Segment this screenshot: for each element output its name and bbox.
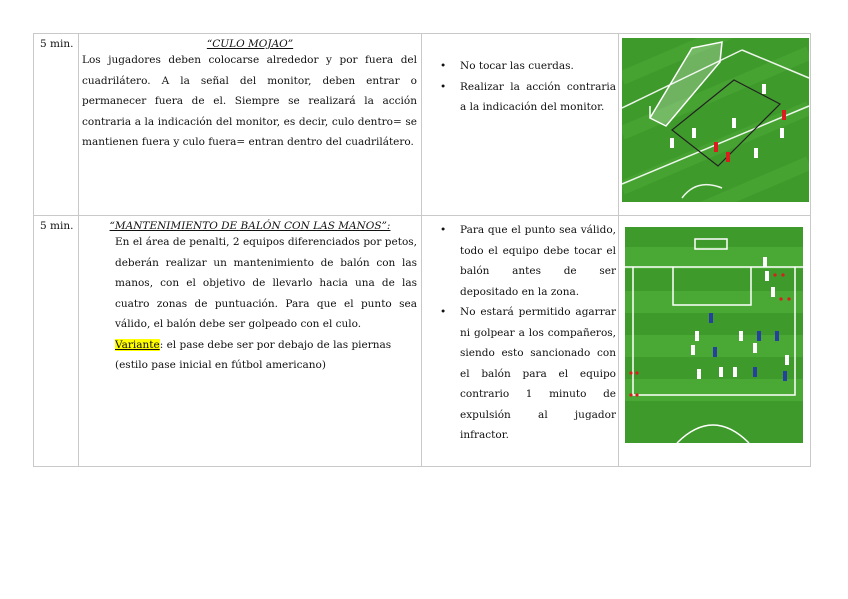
exercise-description: Los jugadores deben colocarse alrededor y por fuera del cuadrilátero. A la señal del monitor, deben entrar o permanecer fuera de el. Siempre se realizará la acción contraria a la indicación del monitor, es decir, culo dentro= se mantienen fuera y culo fuera= entran dentro del cuadrilátero. — [82, 54, 417, 148]
duration: 5 min. — [40, 38, 74, 50]
variant-label: Variante — [115, 338, 160, 351]
description-cell — [79, 34, 422, 216]
rule-text: No tocar las cuerdas. — [460, 60, 574, 72]
exercise-description: En el área de penalti, 2 equipos diferenciados por petos, deberán realizar un mantenimiento de balón con las manos, con el objetivo de llevarlo hacia una de las cuatro zonas de puntuación. Para que el punto sea válido, el balón debe ser golpeado con el culo. — [115, 236, 417, 330]
exercise-title: “CULO MOJAO” — [206, 38, 294, 50]
time-cell — [34, 216, 79, 467]
rule-text: Para que el punto sea válido, todo el equipo debe tocar el balón antes de ser depositado en la zona. — [460, 224, 616, 298]
time-cell — [34, 34, 79, 216]
image-cell — [619, 216, 811, 467]
exercise-title: “MANTENIMIENTO DE BALÓN CON LAS MANOS”: — [109, 220, 391, 232]
variant-line — [79, 335, 421, 376]
soccer-drill-square-diagram — [622, 38, 809, 202]
bullet: • — [440, 306, 447, 318]
table-row — [34, 216, 811, 467]
rule-text: No estará permitido agarrar ni golpear a los compañeros, siendo esto sancionado con el balón para el equipo contrario 1 minuto de expulsión al jugador infractor. — [460, 306, 616, 441]
list-item — [422, 302, 618, 446]
description-cell — [79, 216, 422, 467]
rule-text: Realizar la acción contraria a la indicación del monitor. — [460, 80, 616, 113]
image-cell — [619, 34, 811, 216]
rules-list — [422, 56, 618, 118]
soccer-drill-penalty-area-diagram — [625, 227, 803, 443]
rules-cell — [422, 34, 619, 216]
rules-list — [422, 220, 618, 446]
list-item — [422, 56, 618, 77]
list-item — [422, 77, 618, 118]
bullet: • — [440, 80, 447, 93]
duration: 5 min. — [40, 220, 74, 232]
rules-cell — [422, 216, 619, 467]
bullet: • — [440, 60, 447, 72]
session-table — [33, 33, 811, 467]
bullet: • — [440, 224, 447, 236]
variant-text: : el pase debe ser por debajo de las piernas (estilo pase inicial en fútbol americano) — [115, 338, 392, 371]
list-item — [422, 220, 618, 302]
table-row — [34, 34, 811, 216]
